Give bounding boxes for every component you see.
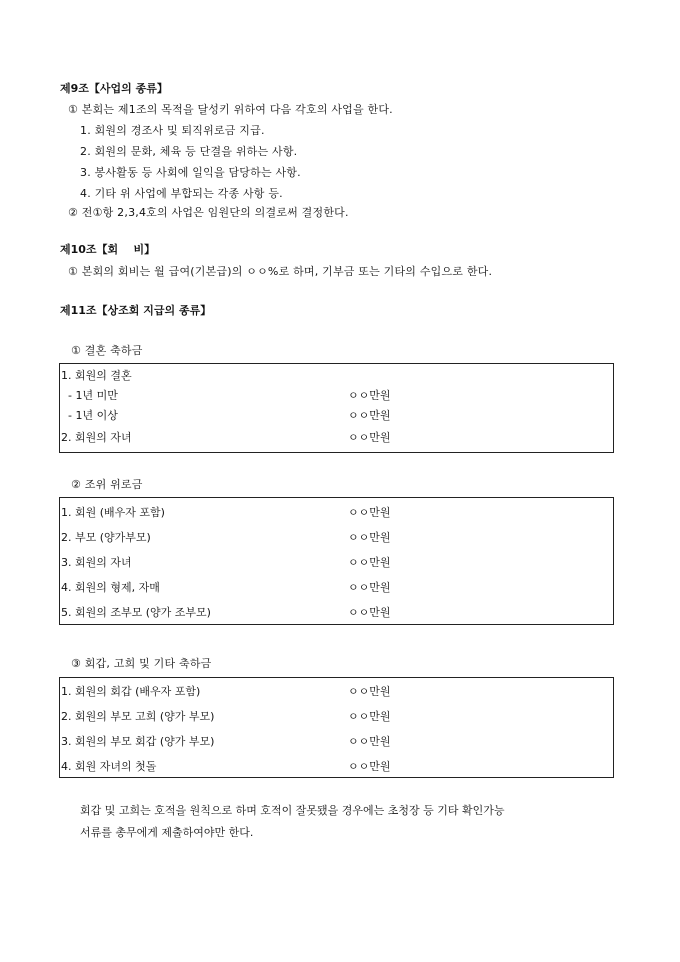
row-amount: ㅇㅇ만원 xyxy=(348,760,391,773)
row-amount: ㅇㅇ만원 xyxy=(348,710,391,723)
article-10-line: ① 본회의 회비는 월 급여(기본급)의 ㅇㅇ%로 하며, 기부금 또는 기타의 수입으로 한다. xyxy=(68,265,493,278)
row-amount: ㅇㅇ만원 xyxy=(348,685,391,698)
article-9-line: 4. 기타 위 사업에 부합되는 각종 사항 등. xyxy=(80,187,283,200)
row-amount: ㅇㅇ만원 xyxy=(348,581,391,594)
table-row xyxy=(60,554,613,572)
row-label: 4. 회원의 형제, 자매 xyxy=(61,581,160,594)
table-row xyxy=(60,758,613,776)
note-line: 서류를 총무에게 제출하여야만 한다. xyxy=(80,826,254,839)
benefit-table xyxy=(59,677,614,778)
benefit-table xyxy=(59,363,614,453)
row-amount: ㅇㅇ만원 xyxy=(348,389,391,402)
row-amount: ㅇㅇ만원 xyxy=(348,735,391,748)
row-label: 1. 회원의 회갑 (배우자 포함) xyxy=(61,685,201,698)
row-label: 3. 회원의 부모 회갑 (양가 부모) xyxy=(61,735,215,748)
article-9-title: 제9조【사업의 종류】 xyxy=(60,82,168,95)
table-row xyxy=(60,529,613,547)
table-row xyxy=(60,708,613,726)
table-row xyxy=(60,683,613,701)
row-amount: ㅇㅇ만원 xyxy=(348,506,391,519)
row-label: 3. 회원의 자녀 xyxy=(61,556,132,569)
row-amount: ㅇㅇ만원 xyxy=(348,531,391,544)
article-11-title: 제11조【상조회 지급의 종류】 xyxy=(60,304,212,317)
table-row xyxy=(60,387,613,405)
row-amount: ㅇㅇ만원 xyxy=(348,606,391,619)
row-amount: ㅇㅇ만원 xyxy=(348,556,391,569)
row-amount: ㅇㅇ만원 xyxy=(348,409,391,422)
row-label: 2. 부모 (양가부모) xyxy=(61,531,151,544)
article-9-line: 1. 회원의 경조사 및 퇴직위로금 지급. xyxy=(80,124,265,137)
table-row xyxy=(60,733,613,751)
table-row xyxy=(60,407,613,425)
row-label: 4. 회원 자녀의 첫돌 xyxy=(61,760,157,773)
table-row xyxy=(60,579,613,597)
table-row xyxy=(60,367,613,385)
row-label: 5. 회원의 조부모 (양가 조부모) xyxy=(61,606,211,619)
article-9-line: ① 본회는 제1조의 목적을 달성키 위하여 다음 각호의 사업을 한다. xyxy=(68,103,393,116)
section-heading: ③ 회갑, 고희 및 기타 축하금 xyxy=(71,657,212,670)
note-line: 회갑 및 고희는 호적을 원칙으로 하며 호적이 잘못됐을 경우에는 초청장 등 기타 확인가능 xyxy=(80,804,505,817)
article-10-title: 제10조【회 비】 xyxy=(60,243,156,256)
row-label: 1. 회원 (배우자 포함) xyxy=(61,506,165,519)
table-row xyxy=(60,604,613,622)
table-row xyxy=(60,504,613,522)
row-label: - 1년 이상 xyxy=(61,409,118,422)
row-label: 2. 회원의 자녀 xyxy=(61,431,132,444)
table-row xyxy=(60,429,613,447)
article-9-line: 3. 봉사활동 등 사회에 일익을 담당하는 사항. xyxy=(80,166,301,179)
article-9-line: 2. 회원의 문화, 체육 등 단결을 위하는 사항. xyxy=(80,145,298,158)
row-amount: ㅇㅇ만원 xyxy=(348,431,391,444)
row-label: 2. 회원의 부모 고희 (양가 부모) xyxy=(61,710,215,723)
section-heading: ② 조위 위로금 xyxy=(71,478,143,491)
row-label: 1. 회원의 결혼 xyxy=(61,369,132,382)
row-label: - 1년 미만 xyxy=(61,389,118,402)
section-heading: ① 결혼 축하금 xyxy=(71,344,143,357)
article-9-line: ② 전①항 2,3,4호의 사업은 임원단의 의결로써 결정한다. xyxy=(68,206,349,219)
benefit-table xyxy=(59,497,614,625)
